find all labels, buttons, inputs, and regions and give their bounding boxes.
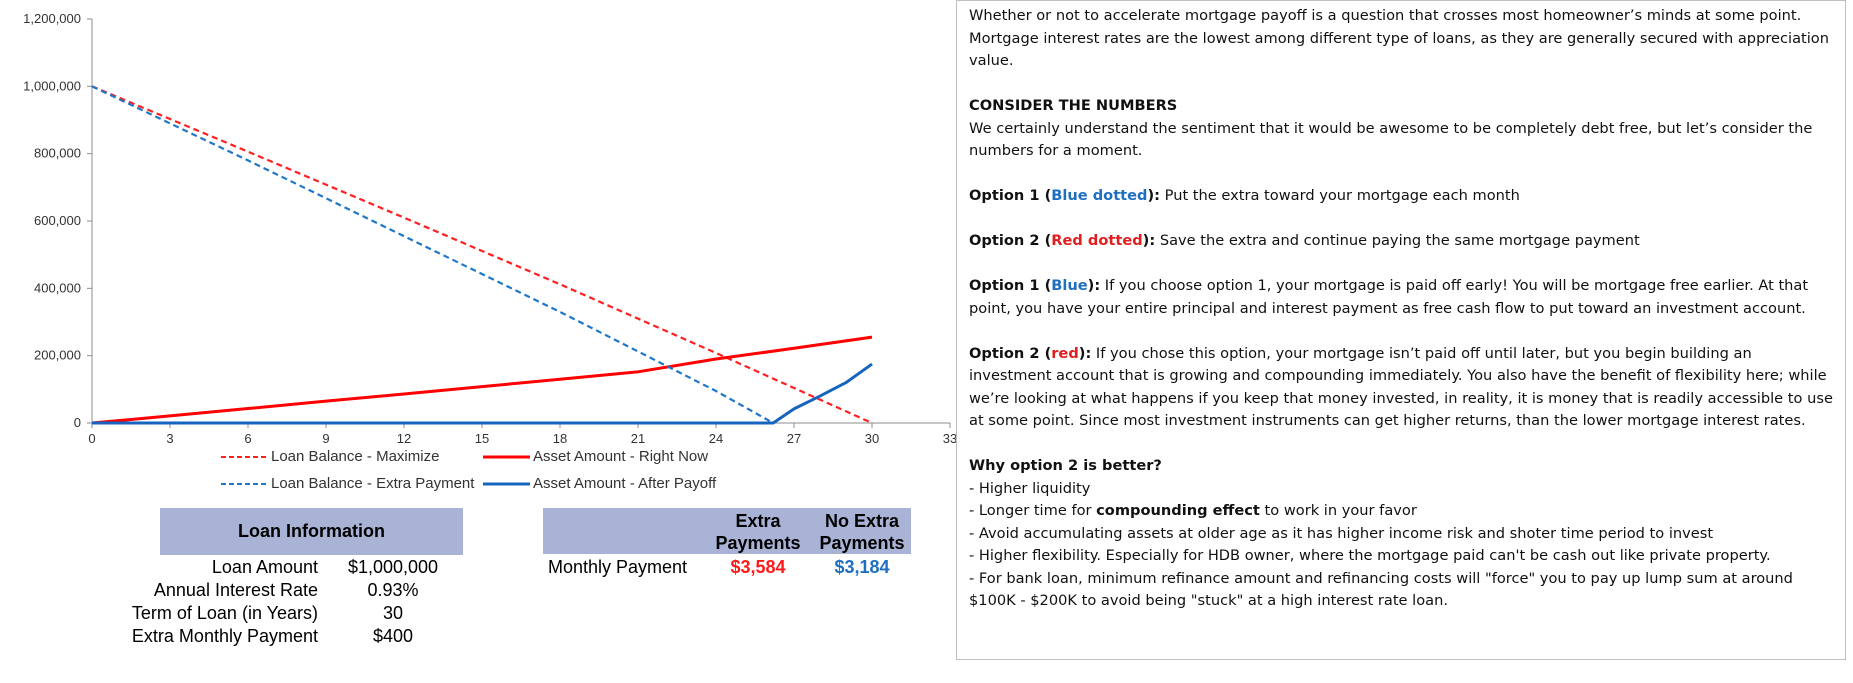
bullet-compounding [969, 500, 1835, 523]
notes-panel [956, 0, 1846, 660]
no-extra-payments-header-line1: No Extra [824, 511, 900, 531]
consider-text: We certainly understand the sentiment that it would be awesome to be completely debt free, but let’s consider the numbers for a moment. [969, 119, 1813, 159]
y-tick-label: 200,000 [34, 347, 81, 363]
x-tick-label: 27 [786, 431, 802, 446]
legend-label: Loan Balance - Extra Payment [271, 475, 475, 492]
y-tick-label: 0 [73, 415, 81, 430]
no-extra-payments-header-line2: Payments [819, 533, 905, 553]
option2-text: If you chose this option, your mortgage isn’t paid off until later, but you begin building an investment account that is growing and compounding immediately. You also have the benefit of flexibility here; while we’re looking at what happens if you keep that money invested, in reality, it is money that is readily accessible to use at some point. Since most investment instruments can get higher returns, than the lower mortgage interest rates. [969, 344, 1833, 429]
interest-rate-value: 0.93% [367, 580, 419, 600]
extra-payments-header [708, 510, 808, 554]
option1-dotted-label-b: Blue dotted [1051, 187, 1148, 204]
option2-solid [969, 343, 1835, 433]
legend-swatch-blue-dashed [221, 481, 268, 487]
x-tick-label: 30 [864, 431, 880, 446]
legend-swatch-red-solid [483, 454, 530, 460]
extra-payments-header-line1: Extra [735, 511, 781, 531]
bullet-compounding-a: - Longer time for [969, 502, 1097, 519]
no-extra-payment-amount: $3,184 [834, 557, 890, 577]
extra-payment-value: $400 [372, 626, 414, 646]
x-tick-label: 6 [244, 431, 252, 446]
option1-solid [969, 275, 1835, 320]
consider-heading: CONSIDER THE NUMBERS [969, 97, 1178, 114]
y-tick-label: 400,000 [34, 280, 81, 296]
loan-term-label: Term of Loan (in Years) [131, 603, 318, 623]
y-tick-label: 1,200,000 [23, 11, 81, 26]
option1-label-a: Option 1 ( [969, 277, 1052, 294]
series-line-loan-balance-extra-payment [92, 86, 773, 423]
loan-term-value: 30 [382, 603, 404, 623]
option2-dotted [969, 230, 1835, 253]
bullet-compounding-c: to work in your favor [1259, 502, 1417, 519]
bullet-older-age: - Avoid accumulating assets at older age as it has higher income risk and shoter time period to invest [969, 524, 1714, 542]
interest-rate-label: Annual Interest Rate [153, 580, 318, 600]
legend-swatch-red-dashed [221, 454, 268, 460]
option1-dotted-label-c: ): [1147, 187, 1161, 204]
legend-label: Loan Balance - Maximize [271, 448, 440, 465]
option2-dotted-label-a: Option 2 ( [969, 232, 1052, 249]
option1-label-c: ): [1087, 277, 1101, 294]
extra-payment-label: Extra Monthly Payment [131, 626, 318, 646]
no-extra-payments-header [813, 510, 911, 554]
option2-label-a: Option 2 ( [969, 344, 1052, 362]
monthly-payment-label: Monthly Payment [548, 557, 688, 577]
why-heading: Why option 2 is better? [969, 457, 1162, 474]
legend-item-loan-balance-extra-payment [221, 475, 474, 492]
legend-swatch-blue-solid [483, 481, 530, 487]
loan-chart [0, 0, 958, 446]
x-tick-label: 0 [88, 431, 96, 446]
option1-label-b: Blue [1051, 277, 1088, 294]
bullet-liquidity: - Higher liquidity [969, 479, 1091, 497]
payments-header [543, 508, 911, 554]
x-tick-label: 3 [166, 431, 174, 446]
x-tick-label: 24 [708, 431, 724, 446]
option1-dotted-text: Put the extra toward your mortgage each month [1160, 187, 1520, 204]
x-tick-label: 12 [396, 431, 412, 446]
option2-label-c: ): [1078, 344, 1092, 362]
series-line-asset-amount-right-now [92, 337, 872, 423]
bullet-refinance: - For bank loan, minimum refinance amount and refinancing costs will "force" you to pay up lump sum at around $100K - $200K to avoid being "stuck" at a high interest rate loan. [969, 569, 1793, 609]
option2-dotted-text: Save the extra and continue paying the same mortgage payment [1155, 232, 1640, 249]
loan-amount-value: $1,000,000 [347, 557, 439, 577]
x-tick-label: 33 [942, 431, 958, 446]
bullet-compounding-b: compounding effect [1096, 502, 1260, 519]
loan-amount-label: Loan Amount [211, 557, 318, 577]
option2-dotted-label-c: ): [1142, 232, 1156, 249]
legend-item-asset-amount-right-now [483, 448, 708, 465]
series-line-asset-amount-after-payoff [92, 364, 872, 423]
intro-text: Whether or not to accelerate mortgage payoff is a question that crosses most homeowner’s minds at some point. Mortgage interest rates are the lowest among different type of loans, as they are generally secured with appreciation value. [969, 7, 1829, 69]
option1-dotted [969, 185, 1835, 208]
legend-item-loan-balance-maximize [221, 448, 439, 465]
extra-payments-header-line2: Payments [715, 533, 801, 553]
option1-text: If you choose option 1, your mortgage is paid off early! You will be mortgage free earlier. At that point, you have your entire principal and interest payment as free cash flow to put toward an investment account. [969, 277, 1809, 317]
x-tick-label: 9 [322, 431, 330, 446]
y-tick-label: 600,000 [34, 213, 81, 228]
x-tick-label: 18 [552, 431, 568, 446]
x-tick-label: 21 [630, 431, 646, 446]
option1-dotted-label-a: Option 1 ( [969, 187, 1052, 204]
option2-dotted-label-b: Red dotted [1051, 232, 1143, 249]
legend-item-asset-amount-after-payoff [483, 475, 716, 492]
option2-label-b: red [1051, 344, 1079, 362]
series-line-loan-balance-maximize [92, 86, 872, 423]
loan-info-header: Loan Information [160, 508, 463, 555]
x-tick-label: 15 [474, 431, 490, 446]
extra-payment-amount: $3,584 [730, 557, 786, 577]
bullet-flexibility: - Higher flexibility. Especially for HDB owner, where the mortgage paid can't be cash out like private property. [969, 547, 1771, 564]
legend-label: Asset Amount - After Payoff [533, 475, 717, 492]
y-tick-label: 1,000,000 [23, 78, 81, 94]
legend-label: Asset Amount - Right Now [533, 448, 709, 465]
y-tick-label: 800,000 [34, 145, 81, 161]
